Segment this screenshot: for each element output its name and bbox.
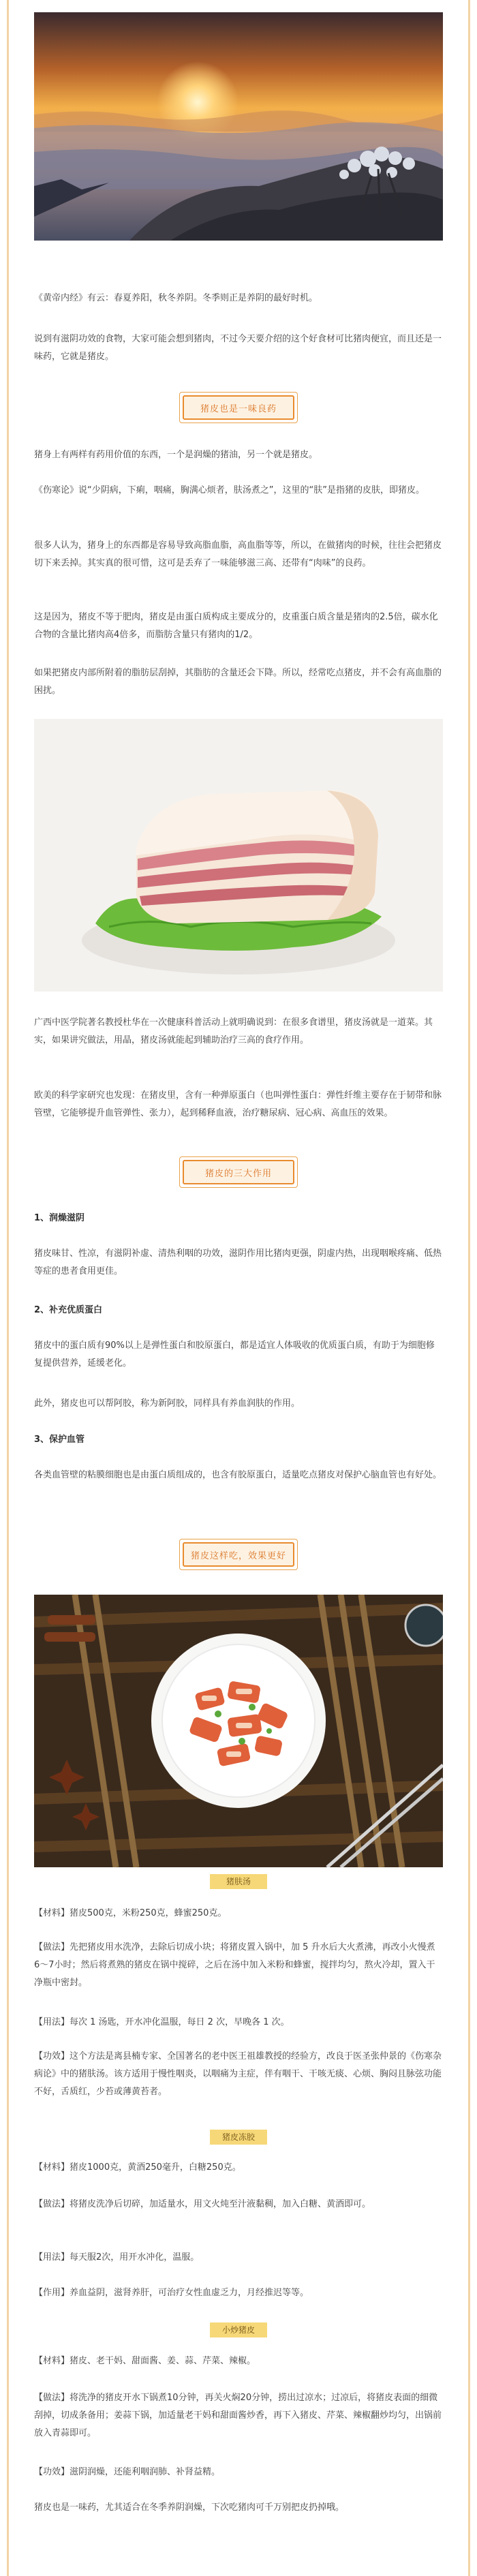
s1-paragraph-4: 这是因为，猪皮不等于肥肉，猪皮是由蛋白质构成主要成分的，皮重蛋白质含量是猪肉的2.5倍，碳水化合物的含量比猪肉高4倍多，而脂肪含量只有猪肉的1/2。 — [34, 612, 438, 640]
s1-paragraph-5: 如果把猪皮内部所附着的脂肪层刮掉，其脂肪的含量还会下降。所以，经常吃点猪皮，并不会有高血脂的困扰。 — [34, 668, 442, 696]
s2-paragraph-1: 广西中医学院著名教授杜华在一次健康科普活动上就明确说到：在很多食谱里，猪皮汤就是一道菜。其实，如果讲究做法，用晶，猪皮汤就能起到辅助治疗三高的食疗作用。 — [34, 1017, 433, 1045]
function-2-text-a: 猪皮中的蛋白质有90%以上是弹性蛋白和胶原蛋白，都是适宜人体吸收的优质蛋白质，有助于为细胞修复提供营养，延缓老化。 — [34, 1340, 435, 1368]
function-1-heading: 1、润燥滋阴 — [34, 1213, 85, 1223]
recipe-3-effect: 【功效】滋阴润燥，还能利咽润肺、补肾益精。 — [34, 2467, 221, 2477]
recipe-1-method: 【做法】先把猪皮用水洗净，去除后切成小块；将猪皮置入锅中，加 5 升水后大火煮沸，再改小火慢煮 6～7小时；然后将煮熟的猪皮在锅中搅碎，之后在汤中加入米粉和蜂蜜，搅拌均匀，熬火冷却，置入干净瓶中密封。 — [34, 1942, 435, 1988]
recipe-1-title: 猪肤汤 — [210, 1874, 267, 1889]
recipe-1-effect: 【功效】这个方法是离县楠专家、全国著名的老中医王祖雄教授的经验方，改良于医圣张仲景的《伤寒杂病论》中的猪肤汤。该方适用于慢性咽炎，以咽痛为主症，伴有咽干、干咳无痰、心烦、胸闷且脉弦功能不好，舌质红，少苔或薄黄苔者。 — [34, 2051, 442, 2097]
page-border — [7, 0, 470, 2576]
sunrise-mountain-photo — [34, 12, 443, 241]
recipe-2-title: 猪皮冻胶 — [210, 2130, 267, 2145]
s1-paragraph-3: 很多人认为，猪身上的东西都是容易导致高脂血脂，高血脂等等，所以，在做猪肉的时候，往往会把猪皮切下来丢掉。其实真的很可惜，这可是丢弃了一味能够滋三高、还带有“肉味”的良药。 — [34, 540, 442, 568]
recipe-2-ingredients: 【材料】猪皮1000克，黄酒250毫升，白糖250克。 — [34, 2162, 241, 2173]
recipe-2-effect: 【作用】养血益阴，滋肾养肝，可治疗女性血虚乏力，月经推迟等等。 — [34, 2288, 309, 2298]
s2-paragraph-2: 欧美的科学家研究也发现：在猪皮里，含有一种弹原蛋白（也叫弹性蛋白：弹性纤维主要存在于韧带和脉管壁，它能够提升血管弹性、张力），起到稀释血液，治疗糖尿病、冠心病、高血压的效果。 — [34, 1090, 442, 1118]
recipe-2-usage: 【用法】每天服2次，用开水冲化，温服。 — [34, 2252, 200, 2263]
recipe-1-ingredients: 【材料】猪皮500克，米粉250克，蜂蜜250克。 — [34, 1908, 227, 1918]
pork-belly-photo — [34, 719, 443, 992]
section-heading-good-medicine: 猪皮也是一味良药 — [179, 392, 298, 423]
closing-paragraph: 猪皮也是一味药，尤其适合在冬季养阴润燥，下次吃猪肉可千万别把皮扔掉哦。 — [34, 2502, 345, 2513]
function-3-heading: 3、保护血管 — [34, 1435, 85, 1445]
recipe-2-method: 【做法】将猪皮洗净后切碎，加适量水，用文火炖至汁液黏稠，加入白糖、黄酒即可。 — [34, 2199, 371, 2209]
recipe-3-title: 小炒猪皮 — [210, 2322, 267, 2337]
intro-paragraph-2: 说到有滋阴功效的食物，大家可能会想到猪肉，不过今天要介绍的这个好食材可比猪肉便宜，而且还是一味药，它就是猪皮。 — [34, 334, 442, 362]
function-2-heading: 2、补充优质蛋白 — [34, 1305, 103, 1315]
s1-paragraph-1: 猪身上有两样有药用价值的东西，一个是润燥的猪油，另一个就是猪皮。 — [34, 450, 318, 460]
function-3-text: 各类血管壁的粘膜细胞也是由蛋白质组成的，也含有胶原蛋白，适量吃点猪皮对保护心脑血管也有好处。 — [34, 1470, 442, 1480]
function-2-text-b: 此外，猪皮也可以帮阿胶，称为新阿胶，同样具有养血润肤的作用。 — [34, 1398, 301, 1409]
s1-paragraph-2: 《伤寒论》说“少阴病，下痢，咽痛，胸满心烦者，肤汤煮之”，这里的“肤”是指猪的皮肤，即猪皮。 — [34, 485, 425, 495]
section-heading-how-to-eat: 猪皮这样吃，效果更好 — [179, 1539, 298, 1570]
recipe-3-method: 【做法】将洗净的猪皮开水下锅煮10分钟，再关火焖20分钟，捞出过凉水；过凉后，将猪皮表面的细微刮掉，切成条备用；姜蒜下锅，加适量老干妈和甜面酱炒香，再下入猪皮、芹菜、辣椒翻炒均匀，出锅前放入青蒜即可。 — [34, 2393, 442, 2438]
recipe-1-usage: 【用法】每次 1 汤匙，开水冲化温服，每日 2 次，早晚各 1 次。 — [34, 2017, 290, 2027]
intro-paragraph-1: 《黄帝内经》有云：春夏养阳，秋冬养阴。冬季则正是养阴的最好时机。 — [34, 293, 318, 303]
pork-skin-dish-photo — [34, 1595, 443, 1867]
section-heading-three-functions: 猪皮的三大作用 — [179, 1156, 298, 1188]
function-1-text: 猪皮味甘、性凉，有滋阴补虚、清热利咽的功效，滋阴作用比猪肉更强，阴虚内热，出现咽喉疼痛、低热等症的患者食用更佳。 — [34, 1248, 442, 1276]
recipe-3-ingredients: 【材料】猪皮、老干妈、甜面酱、姜、蒜、芹菜、辣椒。 — [34, 2356, 256, 2366]
